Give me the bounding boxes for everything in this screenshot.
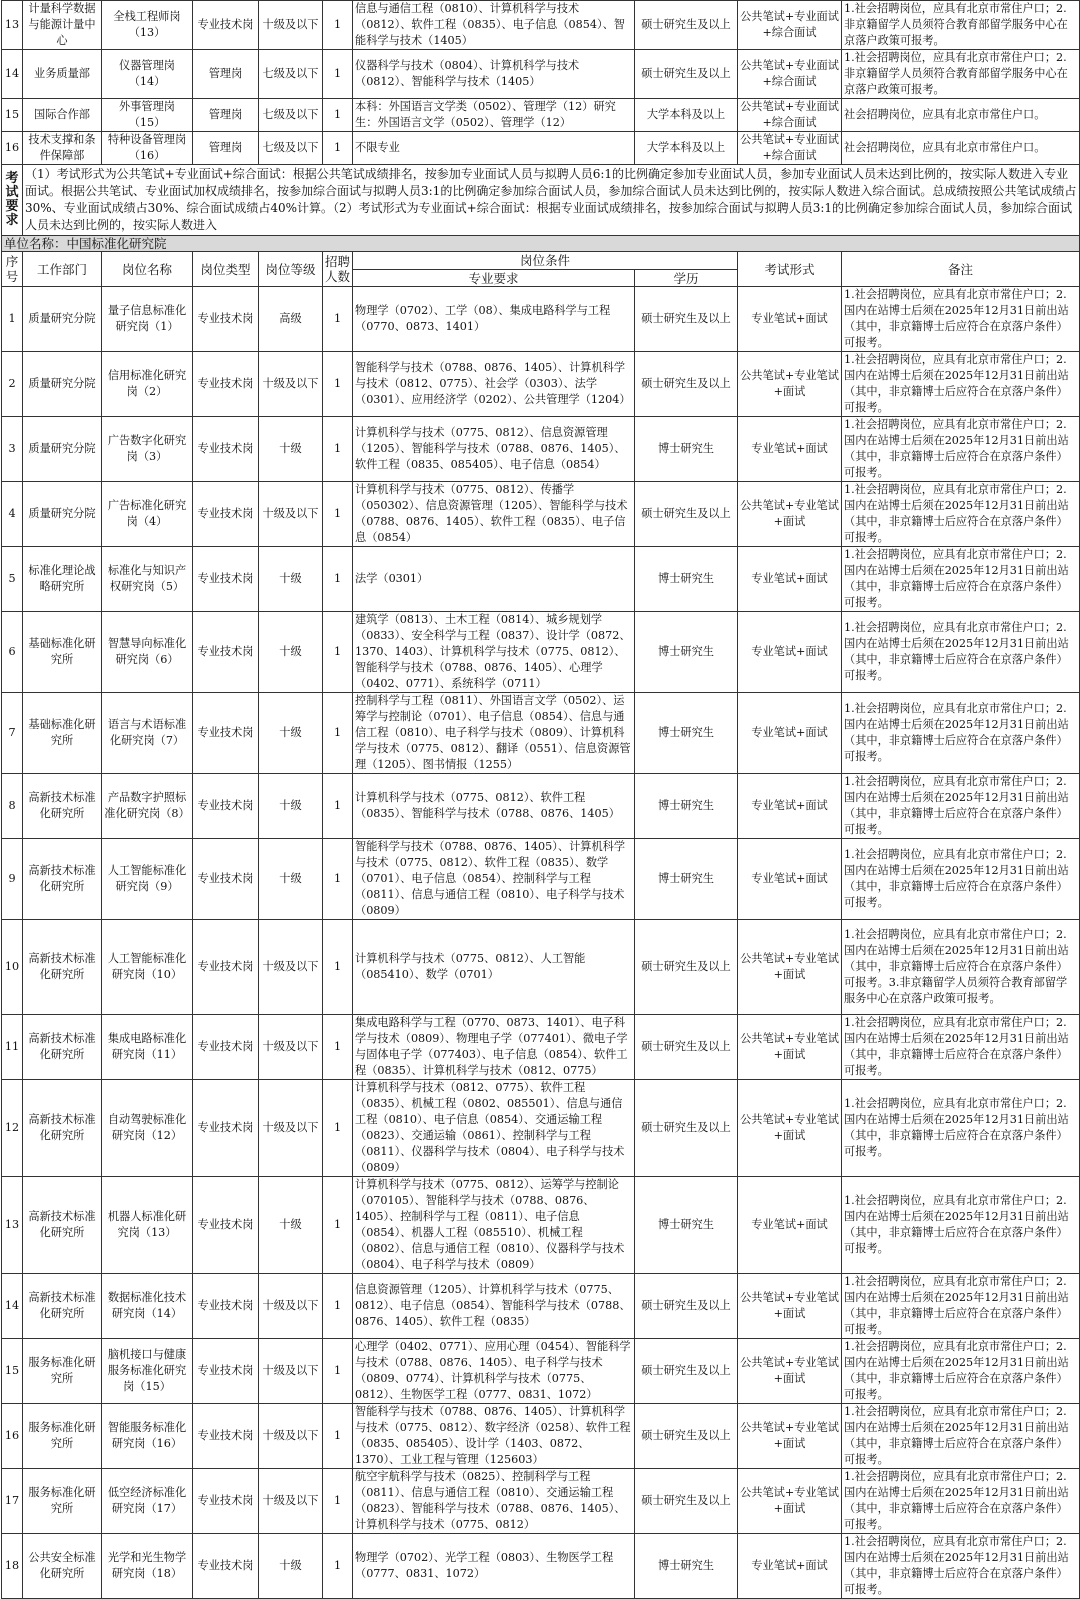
note-cell: 1.社会招聘岗位，应具有北京市常住户口；2.国内在站博士后须在2025年12月31日前出站（其中，非京籍博士后应符合在京落户条件）可报考。 [842, 1404, 1080, 1469]
count-cell: 1 [323, 50, 353, 99]
count-cell: 1 [323, 99, 353, 132]
level-cell: 十级及以下 [259, 1274, 323, 1339]
exam-cell: 公共笔试+专业面试+综合面试 [738, 99, 842, 132]
note-cell: 1.社会招聘岗位，应具有北京市常住户口；2.国内在站博士后须在2025年12月31日前出站（其中，非京籍博士后应符合在京落户条件）可报考。 [842, 1015, 1080, 1080]
table-row [2, 99, 1080, 132]
level-cell: 高级 [259, 287, 323, 352]
major-cell: 建筑学（0813）、土木工程（0814）、城乡规划学（0833）、安全科学与工程（0837）、设计学（0872、1370、1403）、计算机科学与技术（0775、0812）、智能科学与技术（0788、0876、1405）、心理学（0402、0771）、系统科学（0711） [353, 612, 635, 693]
exam-cell: 专业笔试+面试 [738, 612, 842, 693]
type-cell: 专业技术岗 [193, 1080, 259, 1177]
exam-cell: 公共笔试+专业面试+综合面试 [738, 50, 842, 99]
note-cell: 1.社会招聘岗位，应具有北京市常住户口；2.非京籍留学人员须符合教育部留学服务中心在京落户政策可报考。 [842, 1, 1080, 50]
note-cell: 1.社会招聘岗位，应具有北京市常住户口；2.国内在站博士后须在2025年12月31日前出站（其中，非京籍博士后应符合在京落户条件）可报考。 [842, 1274, 1080, 1339]
seq-cell: 18 [2, 1534, 23, 1599]
table-row [2, 1015, 1080, 1080]
seq-cell: 4 [2, 482, 23, 547]
type-cell: 专业技术岗 [193, 1469, 259, 1534]
count-cell: 1 [323, 612, 353, 693]
post-cell: 脑机接口与健康服务标准化研究岗（15） [102, 1339, 193, 1404]
col-conditions-header: 岗位条件 [353, 252, 738, 270]
major-cell: 计算机科学与技术（0775、0812）、信息资源管理（1205）、智能科学与技术（0788、0876、1405）、软件工程（0835、085405）、电子信息（0854） [353, 417, 635, 482]
major-cell: 航空宇航科学与技术（0825）、控制科学与工程（0811）、信息与通信工程（0810）、交通运输工程（0823）、智能科学与技术（0788、0876、1405）、计算机科学与技术（0775、0812） [353, 1469, 635, 1534]
seq-cell: 6 [2, 612, 23, 693]
count-cell: 1 [323, 774, 353, 839]
table-row [2, 352, 1080, 417]
major-cell: 信息与通信工程（0810）、计算机科学与技术（0812）、软件工程（0835）、电子信息（0854）、智能科学与技术（1405） [353, 1, 635, 50]
major-cell: 智能科学与技术（0788、0876、1405）、计算机科学与技术（0812、0775）、社会学（0303）、法学（0301）、应用经济学（0202）、公共管理学（1204） [353, 352, 635, 417]
type-cell: 管理岗 [193, 99, 259, 132]
exam-cell: 专业笔试+面试 [738, 693, 842, 774]
edu-cell: 硕士研究生及以上 [635, 482, 738, 547]
major-cell: 物理学（0702）、光学工程（0803）、生物医学工程（0777、0831、1072） [353, 1534, 635, 1599]
dept-cell: 质量研究分院 [23, 482, 102, 547]
type-cell: 专业技术岗 [193, 1404, 259, 1469]
seq-cell: 13 [2, 1177, 23, 1274]
post-cell: 广告数字化研究岗（3） [102, 417, 193, 482]
edu-cell: 硕士研究生及以上 [635, 920, 738, 1015]
table-row [2, 920, 1080, 1015]
seq-cell: 5 [2, 547, 23, 612]
edu-cell: 硕士研究生及以上 [635, 287, 738, 352]
note-cell: 1.社会招聘岗位，应具有北京市常住户口；2.国内在站博士后须在2025年12月31日前出站（其中，非京籍博士后应符合在京落户条件）可报考。 [842, 774, 1080, 839]
dept-cell: 标准化理论战略研究所 [23, 547, 102, 612]
type-cell: 管理岗 [193, 132, 259, 165]
major-cell: 不限专业 [353, 132, 635, 165]
major-cell: 心理学（0402、0771）、应用心理（0454）、智能科学与技术（0788、0876、1405）、电子科学与技术（0809、0774）、计算机科学与技术（0775、0812）、生物医学工程（0777、0831、1072） [353, 1339, 635, 1404]
edu-cell: 硕士研究生及以上 [635, 1015, 738, 1080]
note-cell: 1.社会招聘岗位，应具有北京市常住户口；2.国内在站博士后须在2025年12月31日前出站（其中，非京籍博士后应符合在京落户条件）可报考。3.非京籍留学人员须符合教育部留学服务中心在京落户政策可报考。 [842, 920, 1080, 1015]
col-type-header: 岗位类型 [193, 252, 259, 287]
note-cell: 1.社会招聘岗位，应具有北京市常住户口；2.国内在站博士后须在2025年12月31日前出站（其中，非京籍博士后应符合在京落户条件）可报考。 [842, 1469, 1080, 1534]
exam-cell: 公共笔试+专业笔试+面试 [738, 1339, 842, 1404]
count-cell: 1 [323, 1339, 353, 1404]
post-cell: 特种设备管理岗（16） [102, 132, 193, 165]
exam-cell: 专业笔试+面试 [738, 287, 842, 352]
exam-cell: 公共笔试+专业笔试+面试 [738, 1404, 842, 1469]
type-cell: 专业技术岗 [193, 287, 259, 352]
note-cell: 1.社会招聘岗位，应具有北京市常住户口；2.国内在站博士后须在2025年12月31日前出站（其中，非京籍博士后应符合在京落户条件）可报考。 [842, 693, 1080, 774]
count-cell: 1 [323, 1015, 353, 1080]
col-post-header: 岗位名称 [102, 252, 193, 287]
type-cell: 专业技术岗 [193, 1, 259, 50]
note-cell: 1.社会招聘岗位，应具有北京市常住户口；2.国内在站博士后须在2025年12月31日前出站（其中，非京籍博士后应符合在京落户条件）可报考。 [842, 287, 1080, 352]
exam-cell: 公共笔试+专业笔试+面试 [738, 1274, 842, 1339]
table-row [2, 774, 1080, 839]
seq-cell: 11 [2, 1015, 23, 1080]
table-row [2, 1, 1080, 50]
dept-cell: 国际合作部 [23, 99, 102, 132]
level-cell: 十级 [259, 1534, 323, 1599]
col-level-header: 岗位等级 [259, 252, 323, 287]
level-cell: 十级及以下 [259, 1339, 323, 1404]
table-row [2, 287, 1080, 352]
major-cell: 计算机科学与技术（0775、0812）、传播学（050302）、信息资源管理（1205）、智能科学与技术（0788、0876、1405）、软件工程（0835）、电子信息（0854） [353, 482, 635, 547]
exam-cell: 公共笔试+专业笔试+面试 [738, 1080, 842, 1177]
level-cell: 十级 [259, 1177, 323, 1274]
level-cell: 十级 [259, 417, 323, 482]
seq-cell: 14 [2, 1274, 23, 1339]
edu-cell: 博士研究生 [635, 693, 738, 774]
exam-cell: 专业笔试+面试 [738, 547, 842, 612]
major-cell: 集成电路科学与工程（0770、0873、1401）、电子科学与技术（0809）、物理电子学（077401）、微电子学与固体电子学（077403）、电子信息（0854）、软件工程（0835）、计算机科学与技术（0812、0775） [353, 1015, 635, 1080]
major-cell: 计算机科学与技术（0775、0812）、运筹学与控制论（070105）、智能科学与技术（0788、0876、1405）、控制科学与工程（0811）、电子信息（0854）、机器人工程（085510）、机械工程（0802）、信息与通信工程（0810）、仪器科学与技术（0804）、电子科学与技术（0809） [353, 1177, 635, 1274]
level-cell: 七级及以下 [259, 99, 323, 132]
dept-cell: 高新技术标准化研究所 [23, 1177, 102, 1274]
table-row [2, 612, 1080, 693]
post-cell: 自动驾驶标准化研究岗（12） [102, 1080, 193, 1177]
exam-cell: 公共笔试+专业面试+综合面试 [738, 132, 842, 165]
exam-cell: 公共笔试+专业笔试+面试 [738, 482, 842, 547]
exam-requirements-section [2, 165, 1080, 252]
count-cell: 1 [323, 920, 353, 1015]
post-cell: 集成电路标准化研究岗（11） [102, 1015, 193, 1080]
count-cell: 1 [323, 1404, 353, 1469]
dept-cell: 质量研究分院 [23, 417, 102, 482]
edu-cell: 博士研究生 [635, 839, 738, 920]
table-row [2, 1534, 1080, 1599]
dept-cell: 质量研究分院 [23, 287, 102, 352]
seq-cell: 16 [2, 132, 23, 165]
major-cell: 智能科学与技术（0788、0876、1405）、计算机科学与技术（0775、0812）、数字经济（0258）、软件工程（0835、085405）、设计学（1403、0872、1370）、工业工程与管理（125603） [353, 1404, 635, 1469]
edu-cell: 博士研究生 [635, 547, 738, 612]
unit-rows [2, 287, 1080, 1599]
level-cell: 十级 [259, 774, 323, 839]
edu-cell: 硕士研究生及以上 [635, 1469, 738, 1534]
col-count-header: 招聘人数 [323, 252, 353, 287]
type-cell: 专业技术岗 [193, 417, 259, 482]
edu-cell: 博士研究生 [635, 612, 738, 693]
dept-cell: 公共安全标准化研究所 [23, 1534, 102, 1599]
type-cell: 管理岗 [193, 50, 259, 99]
edu-cell: 硕士研究生及以上 [635, 1080, 738, 1177]
exam-requirements-text: （1）考试形式为公共笔试+专业面试+综合面试：根据公共笔试成绩排名，按参加专业面试人员与拟聘人员6:1的比例确定参加专业面试人员，参加专业面试人员未达到比例的，按实际人数进入专业面试。根据公共笔试、专业面试加权成绩排名，按参加综合面试与拟聘人员3:1的比例确定参加综合面试人员，参加综合面试人员未达到比例的，按实际人数进入综合面试。总成绩按照公共笔试成绩占30%、专业面试成绩占30%、综合面试成绩占40%计算。（2）考试形式为专业面试+综合面试：根据专业面试成绩排名，按参加综合面试与拟聘人员3:1的比例确定参加综合面试人员，参加综合面试人员未达到比例的，按实际人数进入 [23, 165, 1080, 236]
seq-cell: 7 [2, 693, 23, 774]
post-cell: 智能服务标准化研究岗（16） [102, 1404, 193, 1469]
count-cell: 1 [323, 287, 353, 352]
post-cell: 低空经济标准化研究岗（17） [102, 1469, 193, 1534]
level-cell: 十级及以下 [259, 1469, 323, 1534]
edu-cell: 博士研究生 [635, 417, 738, 482]
exam-cell: 专业笔试+面试 [738, 417, 842, 482]
count-cell: 1 [323, 1469, 353, 1534]
type-cell: 专业技术岗 [193, 612, 259, 693]
count-cell: 1 [323, 693, 353, 774]
type-cell: 专业技术岗 [193, 839, 259, 920]
edu-cell: 博士研究生 [635, 774, 738, 839]
note-cell: 社会招聘岗位，应具有北京市常住户口。 [842, 99, 1080, 132]
major-cell: 计算机科学与技术（0775、0812）、软件工程（0835）、智能科学与技术（0788、0876、1405） [353, 774, 635, 839]
table-row [2, 482, 1080, 547]
table-row [2, 1469, 1080, 1534]
dept-cell: 基础标准化研究所 [23, 612, 102, 693]
seq-cell: 15 [2, 1339, 23, 1404]
edu-cell: 硕士研究生及以上 [635, 1274, 738, 1339]
note-cell: 1.社会招聘岗位，应具有北京市常住户口；2.国内在站博士后须在2025年12月31日前出站（其中，非京籍博士后应符合在京落户条件）可报考。 [842, 1177, 1080, 1274]
post-cell: 量子信息标准化研究岗（1） [102, 287, 193, 352]
major-cell: 本科：外国语言文学类（0502）、管理学（12）研究生：外国语言文学（0502）、管理学（12） [353, 99, 635, 132]
exam-cell: 公共笔试+专业笔试+面试 [738, 1015, 842, 1080]
type-cell: 专业技术岗 [193, 352, 259, 417]
note-cell: 1.社会招聘岗位，应具有北京市常住户口；2.国内在站博士后须在2025年12月31日前出站（其中，非京籍博士后应符合在京落户条件）可报考。 [842, 417, 1080, 482]
major-cell: 物理学（0702）、工学（08）、集成电路科学与工程（0770、0873、1401） [353, 287, 635, 352]
seq-cell: 16 [2, 1404, 23, 1469]
col-major-header: 专业要求 [353, 270, 635, 287]
table-row [2, 1080, 1080, 1177]
seq-cell: 15 [2, 99, 23, 132]
dept-cell: 技术支撑和条件保障部 [23, 132, 102, 165]
dept-cell: 服务标准化研究所 [23, 1469, 102, 1534]
post-cell: 广告标准化研究岗（4） [102, 482, 193, 547]
table-row [2, 132, 1080, 165]
count-cell: 1 [323, 839, 353, 920]
post-cell: 全栈工程师岗（13） [102, 1, 193, 50]
count-cell: 1 [323, 132, 353, 165]
count-cell: 1 [323, 1274, 353, 1339]
table-row [2, 1339, 1080, 1404]
dept-cell: 业务质量部 [23, 50, 102, 99]
table-row [2, 839, 1080, 920]
note-cell: 1.社会招聘岗位，应具有北京市常住户口；2.国内在站博士后须在2025年12月31日前出站（其中，非京籍博士后应符合在京落户条件）可报考。 [842, 1339, 1080, 1404]
major-cell: 计算机科学与技术（0812、0775）、软件工程（0835）、机械工程（0802、085501）、信息与通信工程（0810）、电子信息（0854）、交通运输工程（0823）、交通运输（0861）、控制科学与工程（0811）、仪器科学与技术（0804）、电子科学与技术（0809） [353, 1080, 635, 1177]
seq-cell: 9 [2, 839, 23, 920]
exam-cell: 专业笔试+面试 [738, 1177, 842, 1274]
seq-cell: 14 [2, 50, 23, 99]
count-cell: 1 [323, 352, 353, 417]
table-row [2, 1274, 1080, 1339]
level-cell: 十级 [259, 693, 323, 774]
table-row [2, 693, 1080, 774]
edu-cell: 硕士研究生及以上 [635, 50, 738, 99]
count-cell: 1 [323, 1534, 353, 1599]
type-cell: 专业技术岗 [193, 547, 259, 612]
post-cell: 产品数字护照标准化研究岗（8） [102, 774, 193, 839]
type-cell: 专业技术岗 [193, 1177, 259, 1274]
note-cell: 1.社会招聘岗位，应具有北京市常住户口；2.国内在站博士后须在2025年12月31日前出站（其中，非京籍博士后应符合在京落户条件）可报考。 [842, 839, 1080, 920]
level-cell: 七级及以下 [259, 132, 323, 165]
exam-cell: 专业笔试+面试 [738, 1534, 842, 1599]
level-cell: 十级 [259, 612, 323, 693]
col-dept-header: 工作部门 [23, 252, 102, 287]
table-row [2, 547, 1080, 612]
major-cell: 法学（0301） [353, 547, 635, 612]
seq-cell: 10 [2, 920, 23, 1015]
level-cell: 十级及以下 [259, 482, 323, 547]
edu-cell: 硕士研究生及以上 [635, 1404, 738, 1469]
post-cell: 标准化与知识产权研究岗（5） [102, 547, 193, 612]
col-seq-header: 序号 [2, 252, 23, 287]
table-row [2, 50, 1080, 99]
note-cell: 1.社会招聘岗位，应具有北京市常住户口；2.国内在站博士后须在2025年12月31日前出站（其中，非京籍博士后应符合在京落户条件）可报考。 [842, 612, 1080, 693]
edu-cell: 博士研究生 [635, 1177, 738, 1274]
dept-cell: 计量科学数据与能源计量中心 [23, 1, 102, 50]
type-cell: 专业技术岗 [193, 774, 259, 839]
post-cell: 机器人标准化研究岗（13） [102, 1177, 193, 1274]
level-cell: 十级及以下 [259, 1, 323, 50]
edu-cell: 硕士研究生及以上 [635, 1, 738, 50]
exam-cell: 专业笔试+面试 [738, 774, 842, 839]
exam-requirements-label: 考试要求 [2, 165, 23, 236]
exam-cell: 公共笔试+专业笔试+面试 [738, 1469, 842, 1534]
note-cell: 1.社会招聘岗位，应具有北京市常住户口；2.国内在站博士后须在2025年12月31日前出站（其中，非京籍博士后应符合在京落户条件）可报考。 [842, 1080, 1080, 1177]
table-row [2, 1177, 1080, 1274]
count-cell: 1 [323, 417, 353, 482]
level-cell: 十级及以下 [259, 1015, 323, 1080]
exam-cell: 专业笔试+面试 [738, 839, 842, 920]
note-cell: 1.社会招聘岗位，应具有北京市常住户口；2.国内在站博士后须在2025年12月31日前出站（其中，非京籍博士后应符合在京落户条件）可报考。 [842, 482, 1080, 547]
table-row [2, 1404, 1080, 1469]
dept-cell: 高新技术标准化研究所 [23, 839, 102, 920]
level-cell: 十级 [259, 547, 323, 612]
post-cell: 光学和光生物学研究岗（18） [102, 1534, 193, 1599]
type-cell: 专业技术岗 [193, 1015, 259, 1080]
count-cell: 1 [323, 1, 353, 50]
post-cell: 人工智能标准化研究岗（9） [102, 839, 193, 920]
note-cell: 1.社会招聘岗位，应具有北京市常住户口；2.国内在站博士后须在2025年12月31日前出站（其中，非京籍博士后应符合在京落户条件）可报考。 [842, 1534, 1080, 1599]
type-cell: 专业技术岗 [193, 482, 259, 547]
seq-cell: 12 [2, 1080, 23, 1177]
post-cell: 智慧导向标准化研究岗（6） [102, 612, 193, 693]
dept-cell: 高新技术标准化研究所 [23, 920, 102, 1015]
dept-cell: 基础标准化研究所 [23, 693, 102, 774]
level-cell: 十级及以下 [259, 920, 323, 1015]
post-cell: 仪器管理岗（14） [102, 50, 193, 99]
dept-cell: 高新技术标准化研究所 [23, 1015, 102, 1080]
type-cell: 专业技术岗 [193, 920, 259, 1015]
seq-cell: 13 [2, 1, 23, 50]
dept-cell: 质量研究分院 [23, 352, 102, 417]
col-note-header: 备注 [842, 252, 1080, 287]
post-cell: 语言与术语标准化研究岗（7） [102, 693, 193, 774]
count-cell: 1 [323, 547, 353, 612]
level-cell: 十级 [259, 839, 323, 920]
type-cell: 专业技术岗 [193, 1534, 259, 1599]
exam-cell: 公共笔试+专业面试+综合面试 [738, 1, 842, 50]
type-cell: 专业技术岗 [193, 1274, 259, 1339]
exam-cell: 公共笔试+专业笔试+面试 [738, 920, 842, 1015]
level-cell: 十级及以下 [259, 1404, 323, 1469]
level-cell: 十级及以下 [259, 352, 323, 417]
table-row [2, 417, 1080, 482]
seq-cell: 2 [2, 352, 23, 417]
major-cell: 智能科学与技术（0788、0876、1405）、计算机科学与技术（0775、0812）、软件工程（0835）、数学（0701）、电子信息（0854）、控制科学与工程（0811）、信息与通信工程（0810）、电子科学与技术（0809） [353, 839, 635, 920]
post-cell: 人工智能标准化研究岗（10） [102, 920, 193, 1015]
exam-cell: 公共笔试+专业笔试+面试 [738, 352, 842, 417]
post-cell: 数据标准化技术研究岗（14） [102, 1274, 193, 1339]
edu-cell: 硕士研究生及以上 [635, 352, 738, 417]
count-cell: 1 [323, 1177, 353, 1274]
type-cell: 专业技术岗 [193, 1339, 259, 1404]
dept-cell: 高新技术标准化研究所 [23, 774, 102, 839]
count-cell: 1 [323, 1080, 353, 1177]
edu-cell: 大学本科及以上 [635, 132, 738, 165]
note-cell: 1.社会招聘岗位，应具有北京市常住户口；2.国内在站博士后须在2025年12月31日前出站（其中，非京籍博士后应符合在京落户条件）可报考。 [842, 547, 1080, 612]
previous-unit-rows [2, 1, 1080, 165]
note-cell: 1.社会招聘岗位，应具有北京市常住户口；2.国内在站博士后须在2025年12月31日前出站（其中，非京籍博士后应符合在京落户条件）可报考。 [842, 352, 1080, 417]
seq-cell: 17 [2, 1469, 23, 1534]
note-cell: 社会招聘岗位，应具有北京市常住户口。 [842, 132, 1080, 165]
unit-name: 单位名称：中国标准化研究院 [2, 236, 1080, 252]
dept-cell: 服务标准化研究所 [23, 1339, 102, 1404]
edu-cell: 大学本科及以上 [635, 99, 738, 132]
edu-cell: 博士研究生 [635, 1534, 738, 1599]
recruitment-table [1, 0, 1080, 1599]
edu-cell: 硕士研究生及以上 [635, 1339, 738, 1404]
col-exam-header: 考试形式 [738, 252, 842, 287]
major-cell: 控制科学与工程（0811）、外国语言文学（0502）、运筹学与控制论（0701）、电子信息（0854）、信息与通信工程（0810）、电子科学与技术（0809）、计算机科学与技术（0775、0812）、翻译（0551）、信息资源管理（1205）、图书情报（1255） [353, 693, 635, 774]
type-cell: 专业技术岗 [193, 693, 259, 774]
col-edu-header: 学历 [635, 270, 738, 287]
dept-cell: 高新技术标准化研究所 [23, 1274, 102, 1339]
post-cell: 信用标准化研究岗（2） [102, 352, 193, 417]
level-cell: 七级及以下 [259, 50, 323, 99]
dept-cell: 服务标准化研究所 [23, 1404, 102, 1469]
seq-cell: 1 [2, 287, 23, 352]
level-cell: 十级及以下 [259, 1080, 323, 1177]
note-cell: 1.社会招聘岗位，应具有北京市常住户口；2.非京籍留学人员须符合教育部留学服务中心在京落户政策可报考。 [842, 50, 1080, 99]
dept-cell: 高新技术标准化研究所 [23, 1080, 102, 1177]
table-header [2, 252, 1080, 287]
major-cell: 仪器科学与技术（0804）、计算机科学与技术（0812）、智能科学与技术（1405） [353, 50, 635, 99]
count-cell: 1 [323, 482, 353, 547]
seq-cell: 8 [2, 774, 23, 839]
major-cell: 信息资源管理（1205）、计算机科学与技术（0775、0812）、电子信息（0854）、智能科学与技术（0788、0876、1405）、软件工程（0835） [353, 1274, 635, 1339]
post-cell: 外事管理岗（15） [102, 99, 193, 132]
major-cell: 计算机科学与技术（0775、0812）、人工智能（085410）、数学（0701） [353, 920, 635, 1015]
seq-cell: 3 [2, 417, 23, 482]
